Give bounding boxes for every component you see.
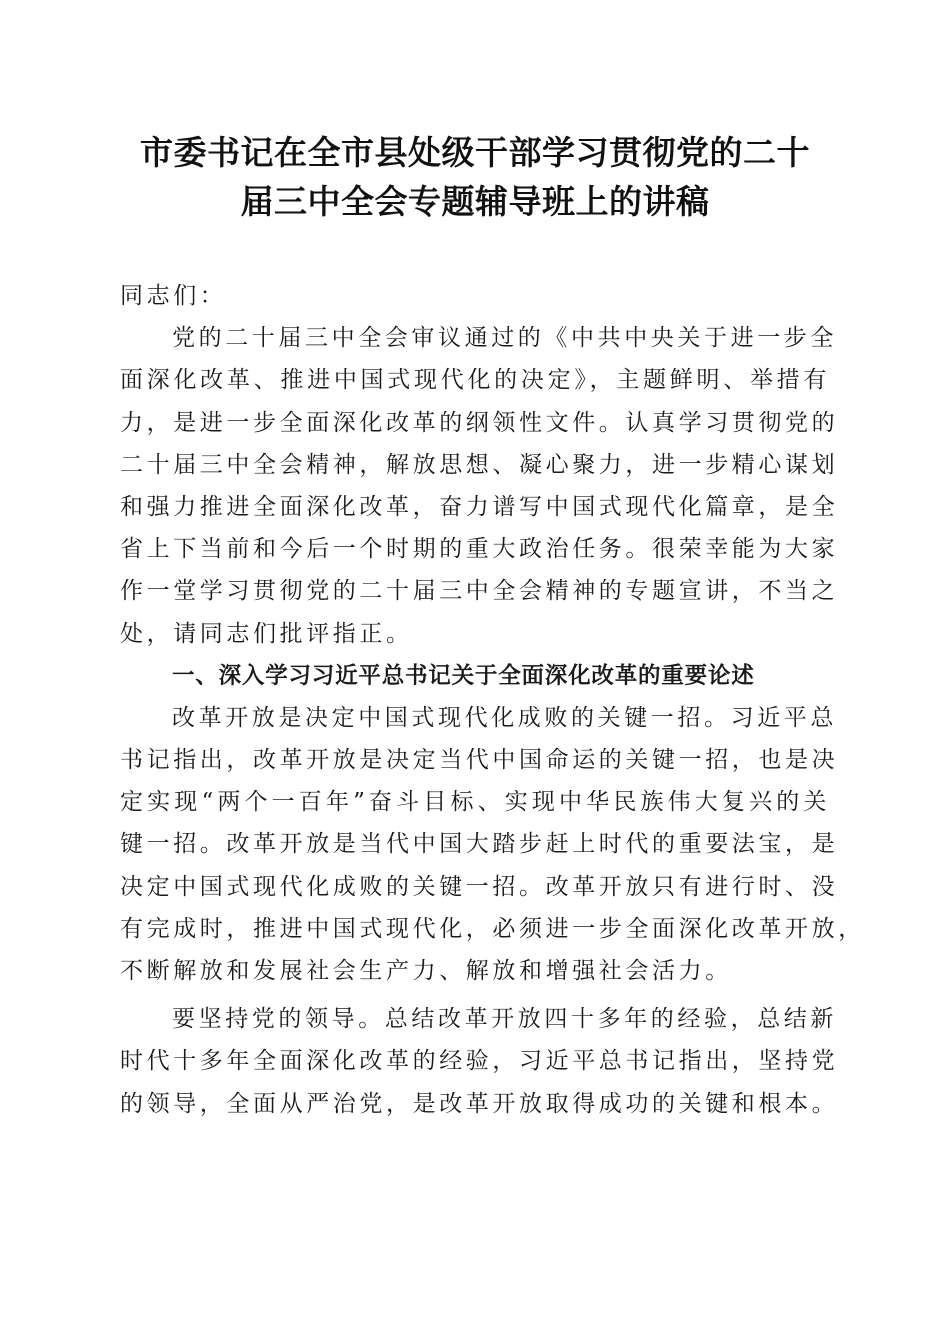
paragraph-reform — [120, 697, 865, 992]
document-page — [120, 128, 865, 1125]
paragraph-line: 力，是进一步全面深化改革的纲领性文件。认真学习贯彻党的 — [120, 409, 839, 436]
paragraph-line: 改革开放是决定中国式现代化成败的关键一招。习近平总 — [172, 704, 837, 731]
paragraph-line: 党的二十届三中全会审议通过的《中共中央关于进一步全 — [172, 325, 837, 352]
paragraph-line: 书记指出，改革开放是决定当代中国命运的关键一招，也是决 — [120, 747, 839, 774]
paragraph-line: 省上下当前和今后一个时期的重大政治任务。很荣幸能为大家 — [120, 536, 839, 563]
paragraph-line: 处，请同志们批评指正。 — [120, 620, 413, 647]
title-line: 届三中全会专题辅导班上的讲稿 — [240, 182, 710, 221]
paragraph-line: 的领导，全面从严治党，是改革开放取得成功的关键和根本。 — [120, 1090, 839, 1117]
paragraph-line: 二十届三中全会精神，解放思想、凝心聚力，进一步精心谋划 — [120, 451, 839, 478]
section-heading: 一、深入学习习近平总书记关于全面深化改革的重要论述 — [172, 662, 755, 689]
document-title — [120, 128, 830, 226]
paragraph-line: 作一堂学习贯彻党的二十届三中全会精神的专题宣讲，不当之 — [120, 578, 839, 605]
paragraph-line: 面深化改革、推进中国式现代化的决定》，主题鲜明、举措有 — [120, 367, 830, 394]
title-line: 市委书记在全市县处级干部学习贯彻党的二十 — [140, 133, 810, 172]
paragraph-line: 键一招。改革开放是当代中国大踏步赶上时代的重要法宝，是 — [120, 831, 839, 858]
paragraph-line: 不断解放和发展社会生产力、解放和增强社会活力。 — [120, 958, 732, 984]
paragraph-line: 定实现“两个一百年”奋斗目标、实现中华民族伟大复兴的关 — [120, 789, 830, 816]
paragraph-line: 和强力推进全面深化改革，奋力谱写中国式现代化篇章，是全 — [120, 493, 839, 520]
paragraph-line: 时代十多年全面深化改革的经验，习近平总书记指出，坚持党 — [120, 1048, 839, 1075]
paragraph-party-leadership — [120, 998, 839, 1125]
paragraph-line: 决定中国式现代化成败的关键一招。改革开放只有进行时、没 — [120, 873, 839, 900]
paragraph-line: 有完成时，推进中国式现代化，必须进一步全面深化改革开放， — [120, 915, 865, 942]
document-body — [120, 275, 865, 1125]
paragraph-line: 要坚持党的领导。总结改革开放四十多年的经验，总结新 — [172, 1006, 837, 1033]
salutation: 同志们： — [120, 283, 227, 309]
paragraph-intro — [120, 317, 839, 655]
